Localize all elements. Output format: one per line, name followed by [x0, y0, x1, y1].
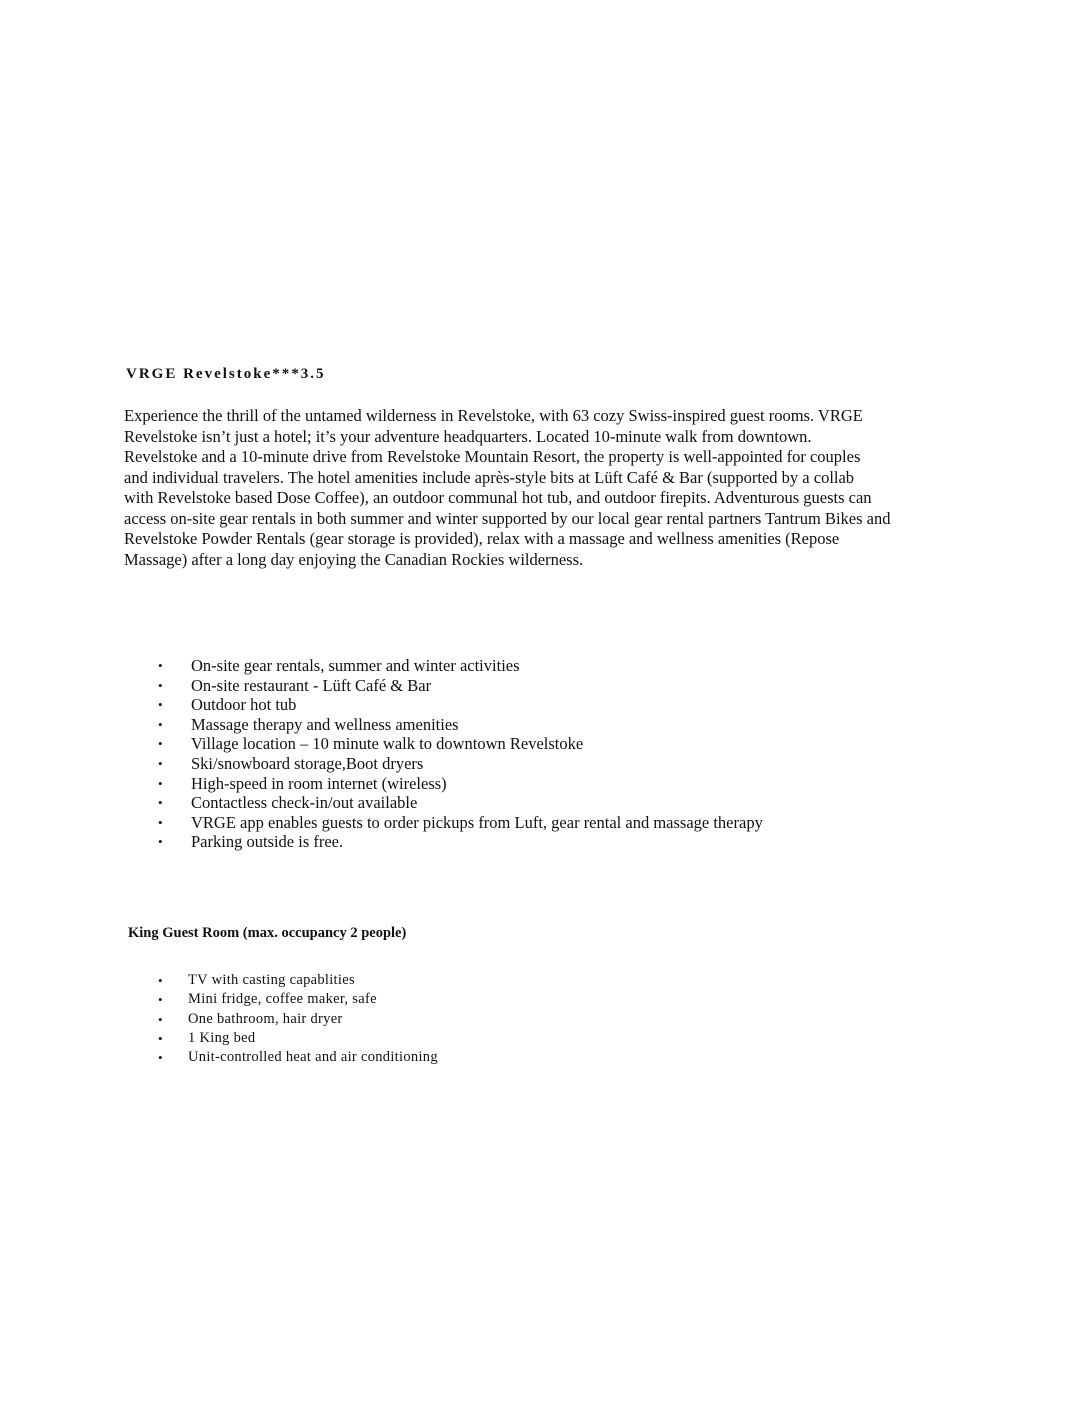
room-feature-text: 1 King bed	[188, 1029, 256, 1046]
amenity-item	[154, 715, 763, 735]
bullet-icon: •	[158, 834, 163, 850]
bullet-icon: •	[158, 736, 163, 752]
room-heading: King Guest Room (max. occupancy 2 people)	[128, 925, 407, 941]
amenity-item	[154, 813, 763, 833]
amenity-text: Parking outside is free.	[191, 832, 344, 852]
description-line: access on-site gear rentals in both summer and winter supported by our local gear rental partners Tantrum Bikes and	[124, 508, 891, 528]
description-line: and individual travelers. The hotel amenities include après-style bits at Lüft Café & Bar (supported by a collab	[124, 467, 855, 487]
bullet-icon: •	[158, 1011, 163, 1027]
amenity-item	[154, 734, 763, 754]
description-line: with Revelstoke based Dose Coffee), an outdoor communal hot tub, and outdoor firepits. Adventurous guests can	[124, 488, 872, 507]
room-feature-item	[154, 971, 438, 990]
room-feature-text: Mini fridge, coffee maker, safe	[188, 991, 377, 1008]
amenity-text: Village location – 10 minute walk to downtown Revelstoke	[191, 734, 584, 754]
amenity-item	[154, 754, 763, 774]
amenity-text: Contactless check-in/out available	[191, 793, 418, 813]
bullet-icon: •	[158, 1050, 163, 1066]
hotel-description	[124, 406, 964, 570]
room-feature-item	[154, 990, 438, 1009]
amenity-text: Massage therapy and wellness amenities	[191, 714, 459, 734]
hotel-title: VRGE Revelstoke***3.5	[126, 366, 326, 382]
amenity-item	[154, 695, 763, 715]
room-feature-item	[154, 1048, 438, 1067]
bullet-icon: •	[158, 992, 163, 1008]
room-features-list	[154, 971, 438, 1067]
description-line: Massage) after a long day enjoying the Canadian Rockies wilderness.	[124, 549, 584, 569]
amenity-text: Ski/snowboard storage,Boot dryers	[191, 753, 424, 773]
room-feature-text: Unit-controlled heat and air conditioning	[188, 1049, 438, 1066]
bullet-icon: •	[158, 658, 163, 673]
bullet-icon: •	[158, 973, 163, 988]
amenity-text: On-site gear rentals, summer and winter activities	[191, 656, 520, 675]
amenity-text: Outdoor hot tub	[191, 695, 297, 715]
bullet-icon: •	[158, 697, 163, 713]
room-feature-item	[154, 1010, 438, 1029]
amenity-item	[154, 676, 763, 696]
bullet-icon: •	[158, 775, 163, 791]
room-feature-item	[154, 1029, 438, 1048]
amenity-text: High-speed in room internet (wireless)	[191, 773, 447, 793]
bullet-icon: •	[158, 677, 163, 693]
amenity-item	[154, 832, 763, 852]
bullet-icon: •	[158, 1030, 163, 1046]
room-feature-text: TV with casting capablities	[188, 972, 355, 988]
description-line: Revelstoke and a 10-minute drive from Revelstoke Mountain Resort, the property is well-appointed for couples	[124, 447, 861, 466]
description-line: Revelstoke Powder Rentals (gear storage is provided), relax with a massage and wellness amenities (Repose	[124, 529, 840, 548]
bullet-icon: •	[158, 716, 163, 732]
amenity-text: On-site restaurant - Lüft Café & Bar	[191, 675, 432, 695]
bullet-icon: •	[158, 755, 163, 771]
amenity-item	[154, 656, 763, 676]
amenity-item	[154, 793, 763, 813]
amenity-item	[154, 774, 763, 794]
bullet-icon: •	[158, 814, 163, 830]
description-line: Revelstoke isn’t just a hotel; it’s your adventure headquarters. Located 10-minute walk from downtown.	[124, 426, 812, 446]
amenity-text: VRGE app enables guests to order pickups from Luft, gear rental and massage therapy	[191, 812, 763, 832]
room-feature-text: One bathroom, hair dryer	[188, 1010, 343, 1027]
amenities-list	[154, 656, 763, 852]
bullet-icon: •	[158, 795, 163, 811]
description-line: Experience the thrill of the untamed wilderness in Revelstoke, with 63 cozy Swiss-inspired guest rooms. VRGE	[124, 406, 863, 425]
